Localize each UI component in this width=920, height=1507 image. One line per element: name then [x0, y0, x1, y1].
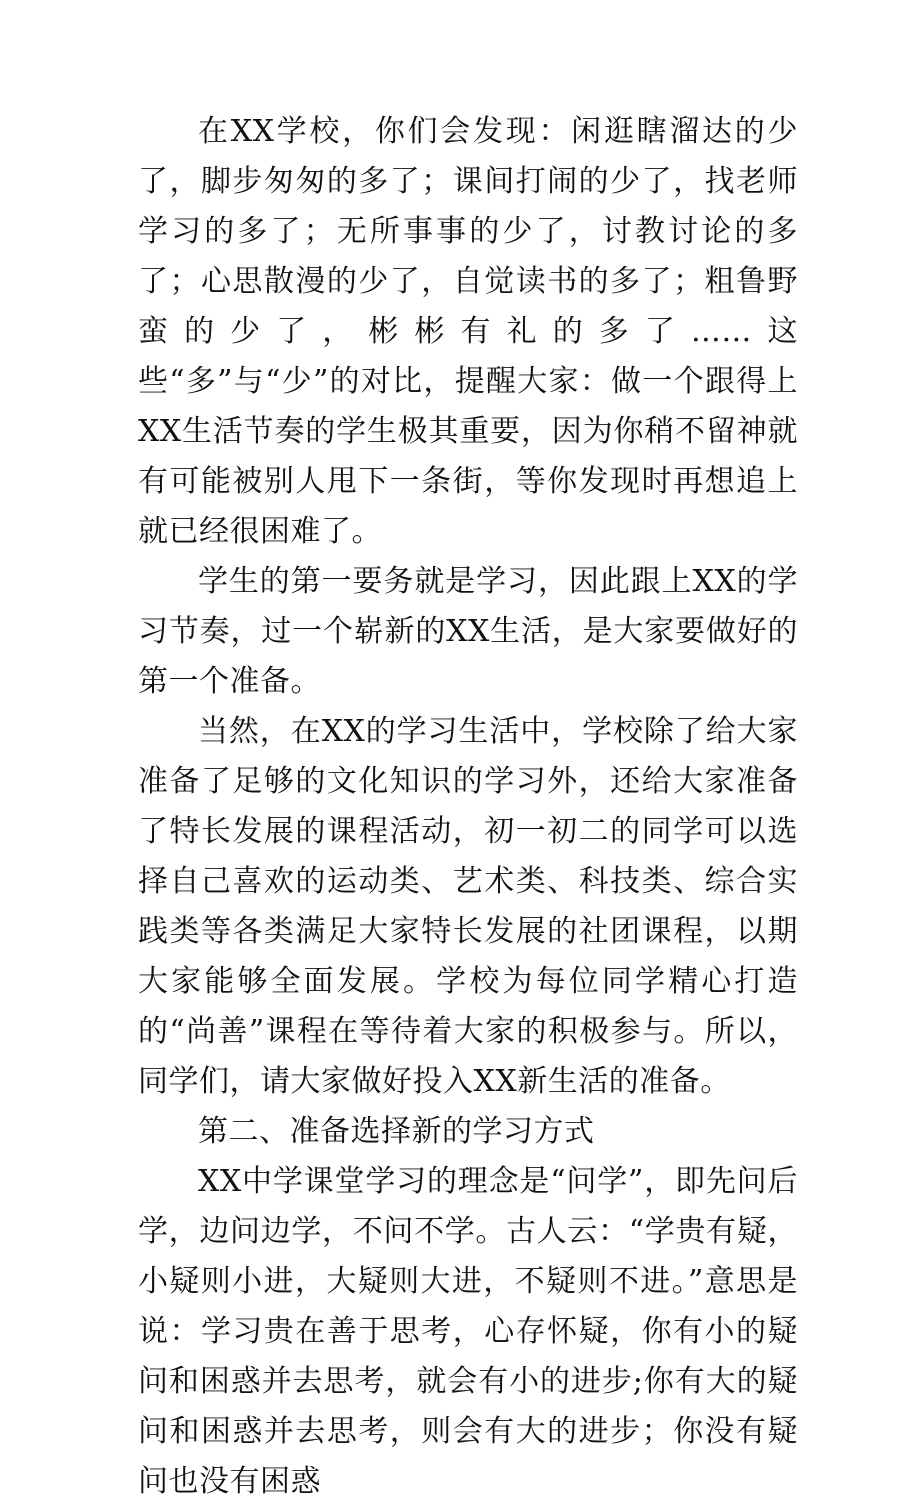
section-heading: 第二、准备选择新的学习方式	[198, 1114, 595, 1149]
paragraph-2: 学生的第一要务就是学习，因此跟上XX的学习节奏，过一个崭新的XX生活，是大家要做好的第一个准备。	[138, 564, 798, 699]
paragraph-1: 在XX学校，你们会发现：闲逛瞎溜达的少了，脚步匆匆的多了；课间打闹的少了，找老师学习的多了；无所事事的少了，讨教讨论的多了；心思散漫的少了，自觉读书的多了；粗鲁野蛮的少了，彬彬有礼的多了……这些“多”与“少”的对比，提醒大家：做一个跟得上XX生活节奏的学生极其重要，因为你稍不留神就有可能被别人甩下一条街，等你发现时再想追上就已经很困难了。	[138, 114, 798, 549]
document-body	[138, 107, 798, 1507]
paragraph-4: XX中学课堂学习的理念是“问学”，即先问后学，边问边学，不问不学。古人云：“学贵有疑，小疑则小进，大疑则大进，不疑则不进。”意思是说：学习贵在善于思考，心存怀疑，你有小的疑问和困惑并去思考，就会有小的进步;你有大的疑问和困惑并去思考，则会有大的进步；你没有疑问也没有困惑	[138, 1164, 798, 1499]
paragraph-3: 当然，在XX的学习生活中，学校除了给大家准备了足够的文化知识的学习外，还给大家准备了特长发展的课程活动，初一初二的同学可以选择自己喜欢的运动类、艺术类、科技类、综合实践类等各类满足大家特长发展的社团课程，以期大家能够全面发展。学校为每位同学精心打造的“尚善”课程在等待着大家的积极参与。所以，同学们，请大家做好投入XX新生活的准备。	[138, 714, 798, 1099]
